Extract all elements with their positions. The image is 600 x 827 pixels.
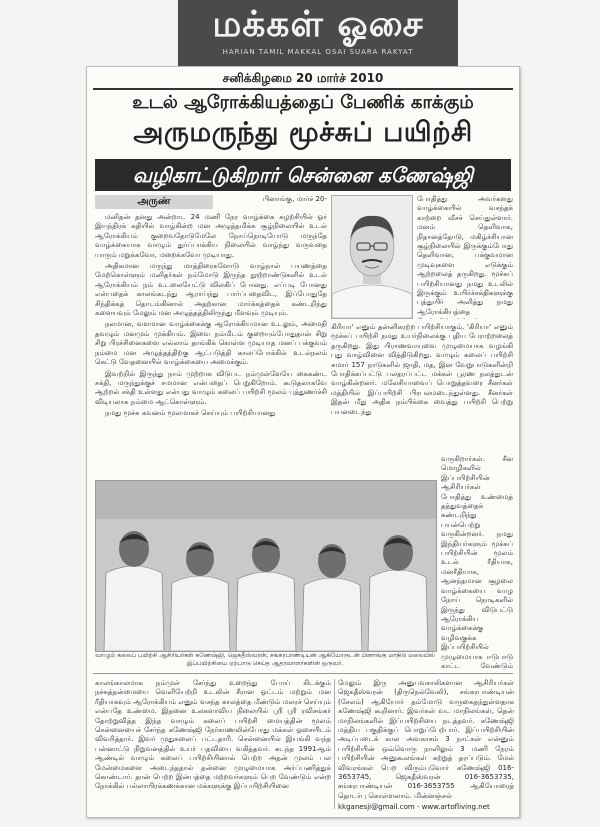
- issue-date: சனிக்கிழமை 20 மார்ச் 2010: [222, 71, 384, 85]
- paragraph: மனிதன் தனது அன்றாட 24 மணி நேர வாழ்க்கை சுழற்சியில் ஓர் இயந்திரக் கதியில் வாழ்கின்ற மன அழுத்தமிக்க சூழ்நிலையில் உடல் ஆரோக்கியம் குறைவதோடுமேலே நோய்நொடியோடு மருந்தே வாழ்க்கையாக வாழும் துர்ப்பாக்கிய நிலையில் வாழ்ந்து வருவதை யாரும் மறுக்கவோ, மறைக்கவோ முடியாது.: [95, 213, 327, 259]
- paragraph: அதிகமான மருந்து மாத்திரைகளோடு வாழ்நாள் பயணத்தை மேற்கொள்ளும் மனிதர்கள் நம்மோடு இருந்த நூற்றாண்டுகளில் உடல் ஆரோக்கியம் நம் உடலையேட்டு விலகிப் போனது. எப்படி போனது என்பதைக் காலங்கடந்து ஆராய்ந்து பார்ப்பதைவிட, இப்போதுதே சிந்திக்கத் தொடங்கினால் அதற்கான மார்க்கத்தைக் கண்டறிந்து களையவும் மேலும் மன அழுத்தத்திலிருந்து மீளவும் முடியும்.: [95, 262, 327, 318]
- byline: அருண்: [95, 195, 213, 209]
- newspaper-clipping: [86, 66, 520, 818]
- top-rule: [93, 88, 513, 90]
- headline-kicker: உடல் ஆரோக்கியத்தைப் பேணிக் காக்கும்: [132, 92, 474, 113]
- section-rule: [93, 673, 513, 674]
- headline-banner: வழிகாட்டுகிறார் சென்னை கணேஷ்ஜி: [95, 159, 511, 191]
- article-column-right-mid: வருகிறார்கள். சீன மொழிகளில் இப்பயிற்சியின் ஆசிரியர்கள் போதித்து உண்மைத் தத்துவத்தைக் கண்டறிந்து பயன்பெற்று வருகின்றனர். நமது இந்தியர்களும் மூச்சுப் பயிற்சியின் மூலம் உடல் ரீதியாக, மனரீதியாக, ஆனந்தமான சூழலை வாழ்க்கையை வாழ நோய் நொடிகளில் இருந்து விடுபட்டு ஆரோக்கிய வாழ்க்கைக்கு வழிவகுக்க இப்பயிற்சியில் முழுமையாக ஈடுபாடு காட்ட வேண்டும்: [441, 455, 513, 670]
- article-column-bottom-left: காலங்காலமாக நம்முள் சேர்ந்து உறைந்து போய் கிடக்கும் நச்சுத்தன்மையை வெளியேற்றி உடலின் சீரான ஓட்டம் மற்றும் மன ரீதியாகவும் ஆரோக்கியம் எனும் வசந்த காலத்தை மீண்டும் மலரச் செய்யும் என்பதே உண்மை. இதனை உலகளாவிய நிலையில் ஸ்ரீ ஸ்ரீ ரவிசங்கர் தோற்றுவித்த இந்த வாழும் கலைப் பயிற்சி மையத்தின் மூலம் சென்னையைச் சேர்ந்த கணேஷ்ஜி நேர்காணலின்போது மக்கள் ஓசையிடம் விவரித்தார். இவர் முதுகலைப் பட்டதாரி. சென்னையில் இயங்கி வந்த பன்னாட்டு நிறுவனத்தில் உயர் பதவியை வகித்தவர். கடந்த 1991ஆம் ஆண்டில் வாழும் கலைப் பயிற்சியினால் பெற்ற அதன் முலம் பல மேன்மைகளை அடைந்ததால் தன்னை முழுமையாக அர்ப்பணித்துக் கொண்டார். தான் பெற்ற இன்பத்தை மற்றவர்களும் பெற வேண்டும் என்ற நோக்கில் பல்லாயிரக்கணக்கான மக்களுக்கு இப்பயிற்சியினை: [95, 679, 331, 791]
- group-photo: [95, 480, 437, 652]
- article-column-left: [95, 213, 327, 475]
- headline-main: அருமருந்து மூச்சுப் பயிற்சி: [133, 117, 473, 148]
- dateline: பினாங்கு, மார்ச் 20-: [262, 195, 327, 203]
- paragraph: நலமான, வளமான வாழ்க்கைக்கு ஆரோக்கியமான உடலும், அமைதி தவழும் மனமும் முக்கியம். இவை நம்மிடம் குறையும்போதுதான் சிறு சிறு பிரச்சினைகளை எல்லாம் தாங்கிக் கொள்ள முடியாத மனப் பக்குவம் நம்மை மன அழுத்தத்திற்கு ஆட்படுத்தி காலப்போக்கில் உடல்நலம் கெட்டு வேதனையில் வாழ்க்கையை அமைக்கும்.: [95, 320, 327, 367]
- paragraph: நமது மூச்சு கவனம் மூலமாகச் செய்யும் பயிற்சியானது: [105, 409, 276, 418]
- article-column-right-top: போதித்து அவர்களது வாழ்க்கையில் வசந்தக் காற்றை வீசச் செய்துள்ளார். மனம் தெளிவாக, நிதானத்தோடு, மகிழ்ச்சியான சூழ்நிலையில் இருக்கும்போது தெளிவான, பக்குவமான முடிவுகளை எடுக்கும் ஆற்றலைத் தருகிறது. மூச்சுப் பயிற்சியானது நமது உடலில் இருக்கும் உயிர்ச்சக்திகளுக்கு புத்துயிர் அளித்து நமது ஆரோக்கியத்தை: [417, 195, 513, 316]
- column-divider: [334, 679, 335, 809]
- portrait-photo: [331, 195, 413, 319]
- newspaper-subtitle: HARIAN TAMIL MAKKAL OSAI SUARA RAKYAT: [222, 48, 414, 56]
- newspaper-masthead: [178, 0, 458, 68]
- paragraph: இவற்றில் இருந்து நாம் முற்றாக விடுபட நம்முள்ளேயே கைகண்ட சக்தி, மருந்துக்குச் சமமான என்பதைப் பெறுகிறோம். கூடுதலாகவே ஆற்றல் சக்தி உள்ளது என்பது வாழும் கலைப் பயிற்சி மூலம் புத்துணர்ச்சி விடியலாக நம்மை ஆட்கொள்ளும்.: [95, 369, 327, 406]
- contact-email: kkganesji@gmail.com - www.artofliving.net: [338, 803, 490, 811]
- article-column-bottom-right: மேலும் இரு அனுபவசாலிகளான ஆசிரியர்கள் ஜெகதீஸ்வரன் (திருநெல்வேலி), சங்கரபாண்டியன் (சேலம்) ஆகியோர் தம்மோடு வருகைதந்துள்ளதாக கணேஷ்ஜி கூறினார். இவர்கள் வட மாநிலங்கள், தென் மாநிலங்களில் இப்பயிற்சியை நடத்தவர். கணேஷ்ஜி மத்திய பகுதிக்குப் பொறுப்பேற்பார். இப்பயிற்சியின் அடிப்படைக் கால அவகாசம் 3 நாட்கள் என்னும் பயிற்சியின் ஒவ்வொரு நாளிலும் 3 மணி நேரம் பயிற்சியின் அனுகூலங்கள் கற்றுத் தரப்படும். மேல் விவரங்கள் பெற விரும்புவோர் கணேஷ்ஜி 016-3653745, ஜெகதீஸ்வரன் 016-3653735, சங்கரபாண்டியன் 016-3653755 ஆகியோரைத் தொடர்பு கொள்ளலாம். மின்னஞ்சல்: [338, 679, 514, 800]
- newspaper-title: மக்கள் ஓசை: [212, 4, 424, 45]
- article-column-middle-right: கிரியா' எனும் தன்னிகரற்ற பயிற்சியாகும். 'கிரியா' எனும் மூச்சுப் பயிற்சி நமது உயர்நிலைக்கு புதிய பேராற்றலைத் தருகிறது. இது பிராணவாயுவை முழுமையாக வழங்கி புது வாழ்வினை வித்திடுகிறது. வாழும் கலைப் பயிற்சி சுமார் 157 நாடுகளில் ஜாதி, மத, இன வேறுபாடுகளின்றி போதிக்கப்பட்டு பலதரப்பட்ட மக்கள் பூரண நலத்துடன் வாழ்கின்றனர். மலேசியாவைப் பொறுத்தவரை சீனர்கள் மத்தியில் இப்பயிற்சி பிரபலமடைந்துள்ளது. சீனர்கள் இதன் மீது அதிக நம்பிக்கை வைத்து பயிற்சி பெற்று பயனடைந்து: [331, 323, 513, 416]
- photo-caption: வாழும் கலைப் பயிற்சி ஆசிரியர்கள் கணேஷ்ஜி, ஜெகதீஸ்வரன், சங்கரபாண்டியன் ஆகியோருடன் பினாங்கு மாநில் மலையில் இப்பயிற்சியை ஏற்பாடு செய்த ஆதரவாளர்களின் ஒருவர்.: [95, 652, 435, 667]
